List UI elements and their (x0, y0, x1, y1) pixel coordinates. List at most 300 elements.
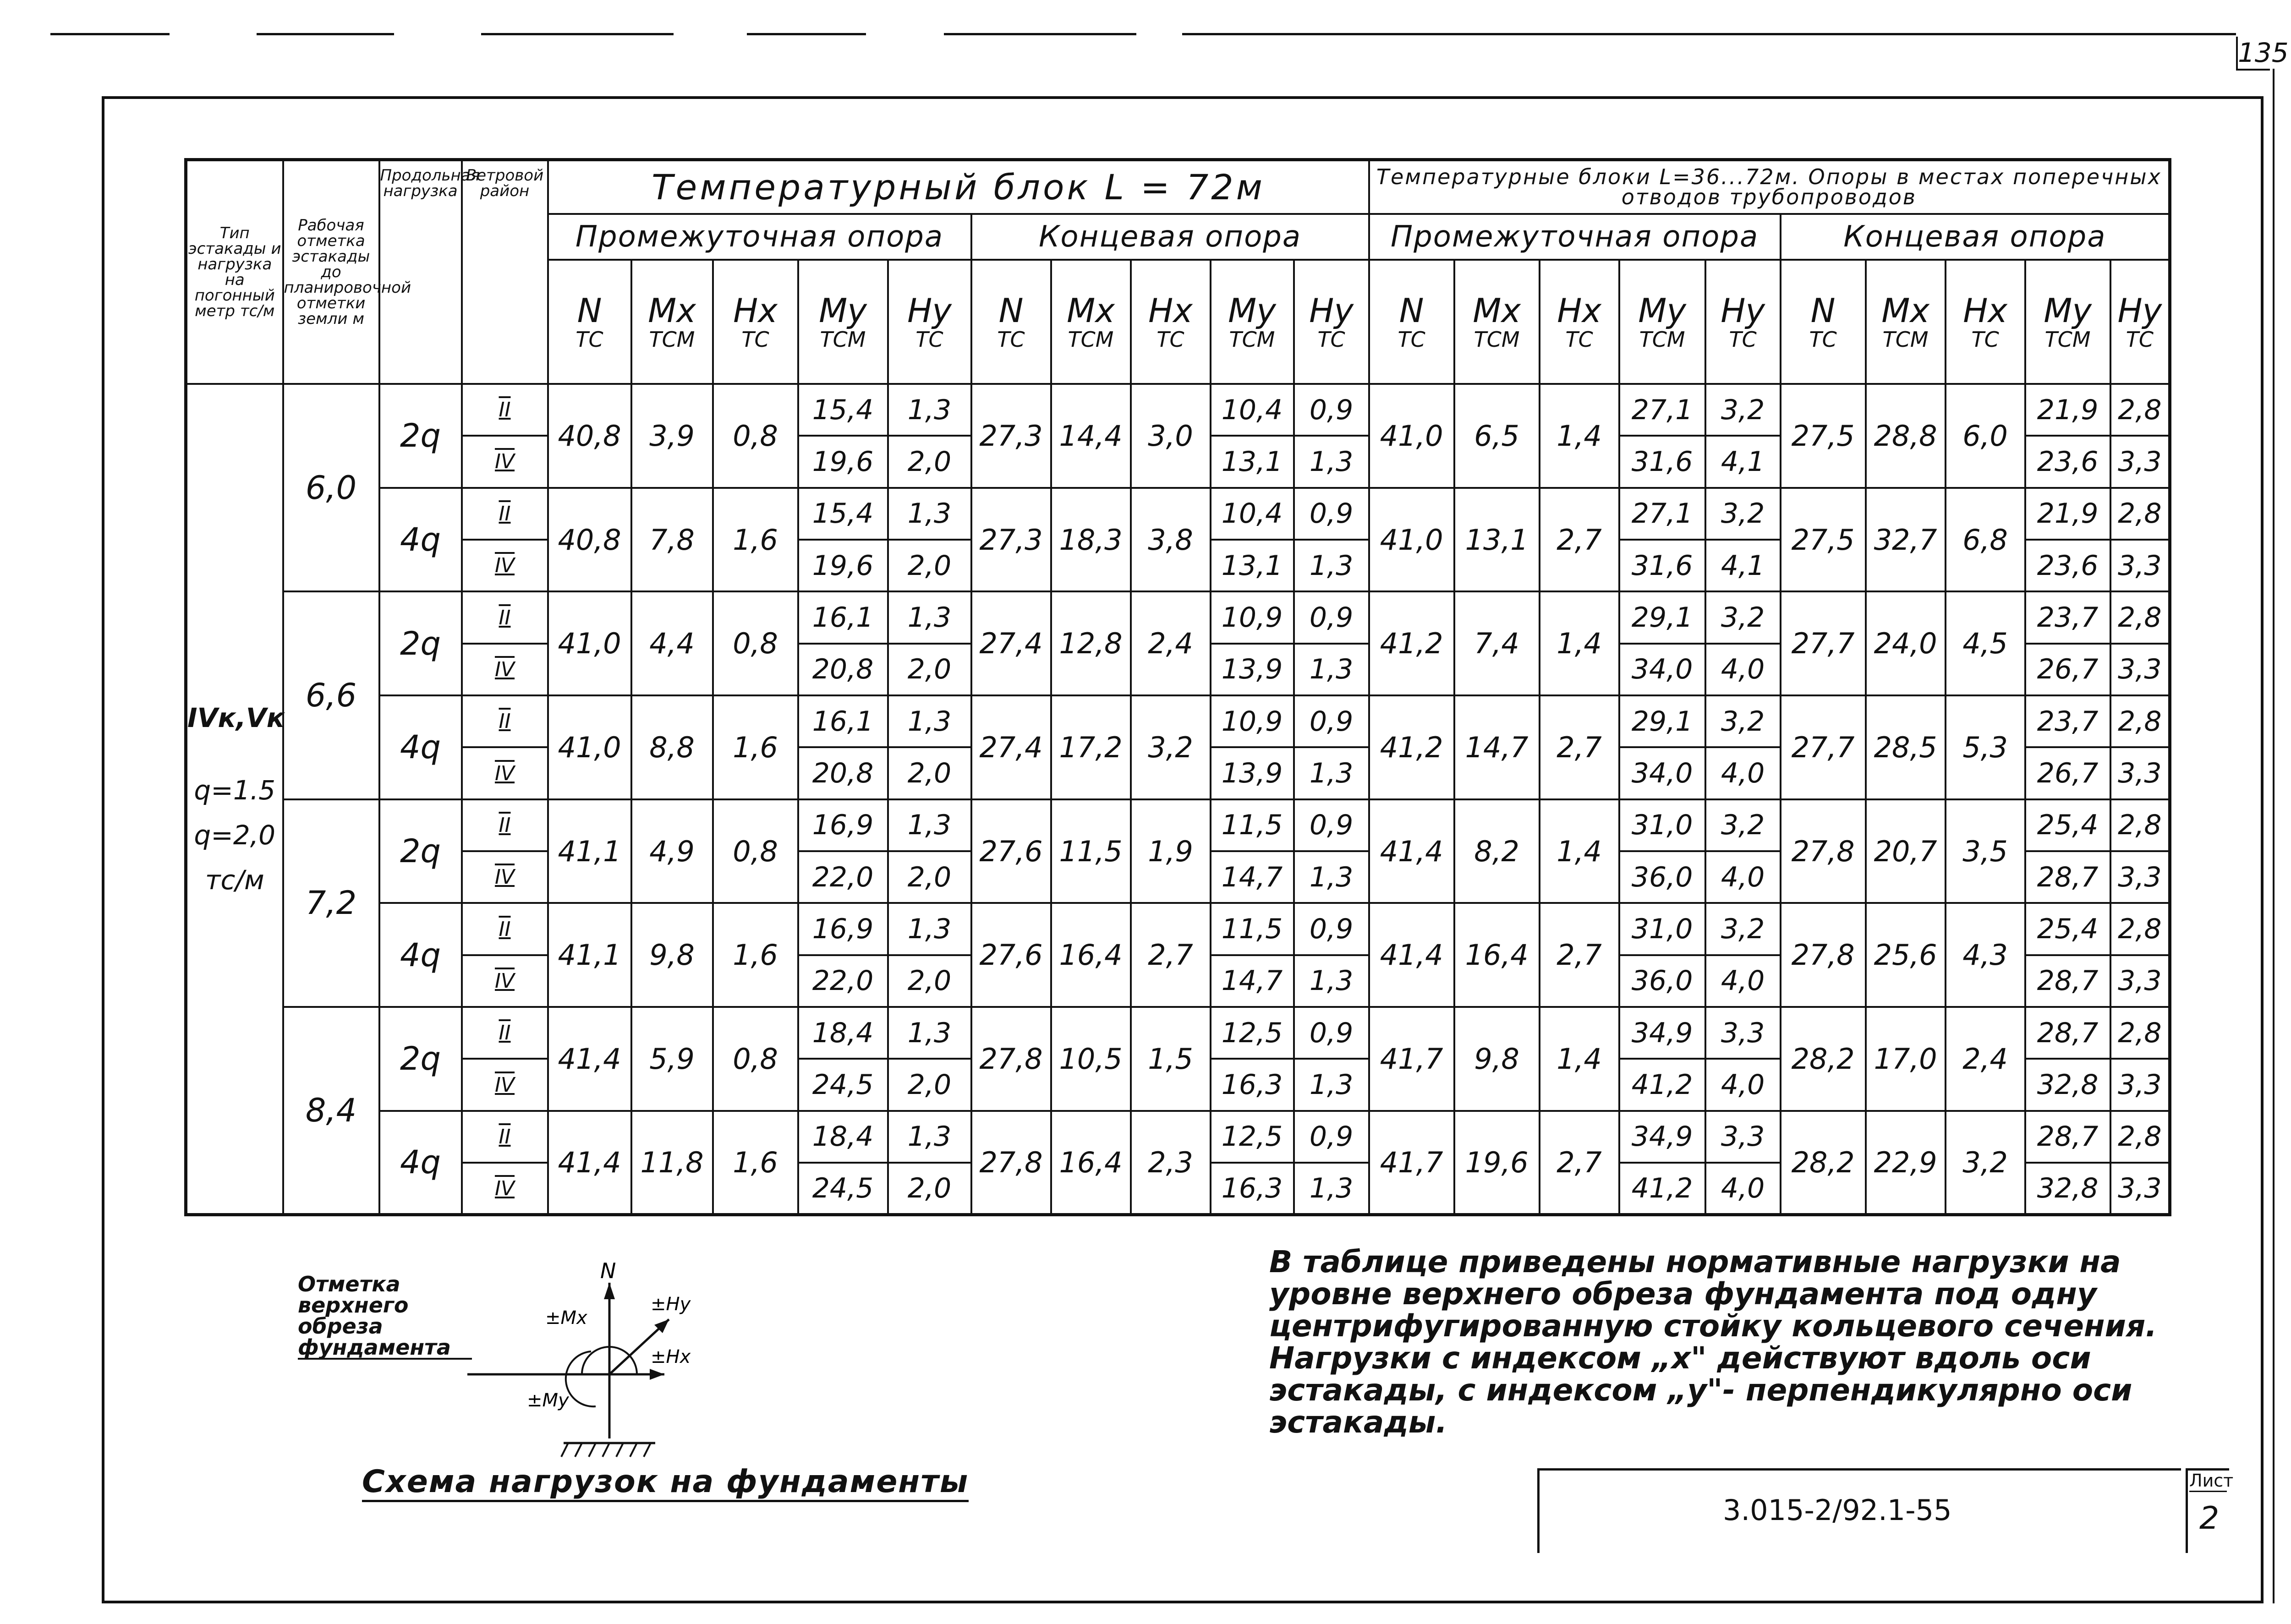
height-cell: 6,0 (283, 384, 379, 591)
value-cell: 3,3 (2110, 540, 2170, 591)
value-cell: 14,7 (1211, 955, 1294, 1007)
value-cell: 27,6 (971, 903, 1051, 1007)
value-cell: 40,8 (548, 488, 631, 592)
symbol-label: Hy (1721, 291, 1765, 330)
unit-label: ТСМ (649, 327, 695, 352)
value-cell: 41,7 (1369, 1111, 1454, 1215)
value-cell: 1,6 (713, 1111, 798, 1215)
value-cell: 1,3 (888, 384, 971, 436)
value-cell: 12,8 (1051, 591, 1131, 695)
table-row (186, 1111, 2170, 1163)
value-cell: 8,2 (1454, 799, 1540, 903)
frame-edge (2273, 69, 2275, 1603)
wind-region: IV (462, 851, 548, 903)
symbol-label: N (1399, 291, 1424, 330)
value-cell: 3,2 (1705, 384, 1781, 436)
unit-label: ТС (1317, 327, 1345, 352)
symbol-header (1866, 260, 1946, 384)
unit-label: ТСМ (1068, 327, 1114, 352)
symbol-header (1705, 260, 1781, 384)
value-cell: 2,8 (2110, 799, 2170, 851)
q-value-2: q=2,0 (194, 819, 276, 851)
value-cell: 36,0 (1619, 955, 1705, 1007)
value-cell: 16,1 (798, 591, 888, 643)
value-cell: 1,3 (1294, 955, 1369, 1007)
value-cell: 26,7 (2025, 644, 2110, 695)
load-cell: 2q (379, 591, 462, 695)
value-cell: 12,5 (1211, 1007, 1294, 1059)
value-cell: 13,1 (1211, 436, 1294, 487)
wind-region: II (462, 384, 548, 436)
unit-label: ТСМ (1882, 327, 1929, 352)
value-cell: 7,4 (1454, 591, 1540, 695)
value-cell: 41,4 (1369, 799, 1454, 903)
value-cell: 11,8 (631, 1111, 713, 1215)
value-cell: 3,3 (2110, 747, 2170, 799)
value-cell: 2,7 (1540, 488, 1619, 592)
symbol-header (713, 260, 798, 384)
unit-label: ТС (741, 327, 769, 352)
value-cell: 22,0 (798, 851, 888, 903)
value-cell: 2,4 (1131, 591, 1211, 695)
value-cell: 20,8 (798, 644, 888, 695)
value-cell: 4,5 (1946, 591, 2025, 695)
load-cell: 2q (379, 384, 462, 488)
top-rule (747, 33, 866, 35)
value-cell: 3,3 (2110, 436, 2170, 487)
value-cell: 41,1 (548, 799, 631, 903)
force-my-label: ±My (527, 1390, 569, 1411)
force-hy-label: ±Hy (651, 1294, 691, 1315)
value-cell: 4,0 (1705, 955, 1781, 1007)
value-cell: 3,3 (2110, 644, 2170, 695)
value-cell: 21,9 (2025, 488, 2110, 540)
value-cell: 24,5 (798, 1059, 888, 1110)
value-cell: 28,7 (2025, 851, 2110, 903)
value-cell: 31,6 (1619, 540, 1705, 591)
height-cell: 6,6 (283, 591, 379, 799)
q-unit: тс/м (205, 864, 264, 896)
value-cell: 40,8 (548, 384, 631, 488)
table-note: В таблице приведены нормативные нагрузки на уровне верхнего обреза фундамента под одну центрифугированную стойку кольцевого сечения. Нагрузки с индексом „x" действуют вдоль оси эстакады, с индексом „y"- перпендикулярно оси эстакады. (1269, 1244, 2157, 1440)
symbol-header (2110, 260, 2170, 384)
value-cell: 10,4 (1211, 384, 1294, 436)
value-cell: 3,3 (2110, 1163, 2170, 1214)
unit-label: ТС (1156, 327, 1184, 352)
value-cell: 18,4 (798, 1007, 888, 1059)
scheme-title: Схема нагрузок на фундаменты (362, 1464, 969, 1502)
symbol-label: Mx (1473, 291, 1521, 330)
value-cell: 27,8 (1781, 903, 1866, 1007)
top-rule (50, 33, 170, 35)
value-cell: 5,3 (1946, 695, 2025, 799)
symbol-label: Mx (648, 291, 696, 330)
top-rule (1182, 33, 2236, 35)
value-cell: 24,0 (1866, 591, 1946, 695)
value-cell: 27,4 (971, 695, 1051, 799)
table-row (186, 695, 2170, 747)
value-cell: 11,5 (1211, 799, 1294, 851)
symbol-label: Hy (1309, 291, 1354, 330)
value-cell: 16,3 (1211, 1163, 1294, 1214)
value-cell: 2,7 (1540, 695, 1619, 799)
value-cell: 41,4 (1369, 903, 1454, 1007)
table-row (186, 1007, 2170, 1059)
value-cell: 15,4 (798, 488, 888, 540)
value-cell: 1,4 (1540, 384, 1619, 488)
unit-label: ТСМ (820, 327, 866, 352)
value-cell: 32,8 (2025, 1059, 2110, 1110)
value-cell: 10,9 (1211, 591, 1294, 643)
unit-label: ТС (997, 327, 1025, 352)
value-cell: 3,2 (1946, 1111, 2025, 1215)
value-cell: 23,6 (2025, 436, 2110, 487)
table-row (186, 488, 2170, 540)
value-cell: 1,3 (1294, 540, 1369, 591)
value-cell: 16,4 (1051, 1111, 1131, 1215)
value-cell: 41,0 (1369, 488, 1454, 592)
value-cell: 41,4 (548, 1007, 631, 1111)
value-cell: 1,3 (1294, 851, 1369, 903)
value-cell: 41,0 (548, 591, 631, 695)
col-header-wind: Ветровой район (462, 160, 548, 384)
value-cell: 1,3 (888, 591, 971, 643)
value-cell: 27,8 (971, 1007, 1051, 1111)
value-cell: 9,8 (1454, 1007, 1540, 1111)
value-cell: 20,8 (798, 747, 888, 799)
unit-label: ТС (1809, 327, 1837, 352)
symbol-header (798, 260, 888, 384)
value-cell: 36,0 (1619, 851, 1705, 903)
value-cell: 18,4 (798, 1111, 888, 1163)
value-cell: 4,0 (1705, 1059, 1781, 1110)
value-cell: 11,5 (1211, 903, 1294, 955)
load-cell: 2q (379, 799, 462, 903)
value-cell: 27,7 (1781, 695, 1866, 799)
value-cell: 3,3 (2110, 955, 2170, 1007)
load-cell: 2q (379, 1007, 462, 1111)
wind-region: IV (462, 644, 548, 695)
symbol-header (1294, 260, 1369, 384)
symbol-header (631, 260, 713, 384)
value-cell: 2,8 (2110, 591, 2170, 643)
value-cell: 0,9 (1294, 903, 1369, 955)
load-cell: 4q (379, 1111, 462, 1215)
value-cell: 34,9 (1619, 1111, 1705, 1163)
wind-region: IV (462, 1163, 548, 1214)
value-cell: 0,9 (1294, 488, 1369, 540)
value-cell: 41,1 (548, 903, 631, 1007)
intermediate-header: Промежуточная опора (1369, 214, 1781, 260)
value-cell: 11,5 (1051, 799, 1131, 903)
wind-region: IV (462, 436, 548, 487)
value-cell: 27,6 (971, 799, 1051, 903)
height-cell: 7,2 (283, 799, 379, 1007)
top-rule (481, 33, 674, 35)
value-cell: 28,2 (1781, 1007, 1866, 1111)
value-cell: 2,0 (888, 747, 971, 799)
value-cell: 1,3 (1294, 1059, 1369, 1110)
symbol-header (548, 260, 631, 384)
value-cell: 0,8 (713, 1007, 798, 1111)
table-row (186, 384, 2170, 436)
value-cell: 29,1 (1619, 695, 1705, 747)
sheet-label: Лист (2189, 1471, 2227, 1492)
value-cell: 3,3 (2110, 1059, 2170, 1110)
block-72-header: Температурный блок L = 72м (548, 160, 1369, 214)
value-cell: 2,0 (888, 1163, 971, 1214)
force-scheme-diagram (458, 1255, 715, 1466)
symbol-header (1946, 260, 2025, 384)
wind-region: II (462, 591, 548, 643)
symbol-label: My (819, 291, 867, 330)
value-cell: 27,3 (971, 488, 1051, 592)
wind-region: IV (462, 540, 548, 591)
value-cell: 2,7 (1540, 1111, 1619, 1215)
value-cell: 17,2 (1051, 695, 1131, 799)
value-cell: 14,4 (1051, 384, 1131, 488)
value-cell: 41,2 (1619, 1059, 1705, 1110)
value-cell: 13,1 (1454, 488, 1540, 592)
symbol-header (1540, 260, 1619, 384)
wind-region: II (462, 488, 548, 540)
value-cell: 41,2 (1619, 1163, 1705, 1214)
symbol-header (1454, 260, 1540, 384)
value-cell: 31,0 (1619, 799, 1705, 851)
value-cell: 12,5 (1211, 1111, 1294, 1163)
value-cell: 10,5 (1051, 1007, 1131, 1111)
value-cell: 27,8 (971, 1111, 1051, 1215)
value-cell: 1,3 (1294, 436, 1369, 487)
document-code: 3.015-2/92.1-55 (1723, 1493, 1952, 1527)
load-cell: 4q (379, 695, 462, 799)
value-cell: 8,8 (631, 695, 713, 799)
value-cell: 0,9 (1294, 1007, 1369, 1059)
value-cell: 4,1 (1705, 436, 1781, 487)
symbol-header (1131, 260, 1211, 384)
symbol-label: Hx (1148, 291, 1193, 330)
value-cell: 1,3 (888, 903, 971, 955)
value-cell: 1,3 (1294, 1163, 1369, 1214)
value-cell: 28,2 (1781, 1111, 1866, 1215)
unit-label: ТС (575, 327, 603, 352)
symbol-header (971, 260, 1051, 384)
value-cell: 0,9 (1294, 695, 1369, 747)
value-cell: 17,0 (1866, 1007, 1946, 1111)
value-cell: 2,4 (1946, 1007, 2025, 1111)
symbol-label: N (998, 291, 1024, 330)
height-cell: 8,4 (283, 1007, 379, 1214)
value-cell: 1,3 (888, 1111, 971, 1163)
value-cell: 1,3 (1294, 747, 1369, 799)
value-cell: 0,8 (713, 591, 798, 695)
value-cell: 7,8 (631, 488, 713, 592)
unit-label: ТС (915, 327, 943, 352)
value-cell: 3,2 (1705, 903, 1781, 955)
value-cell: 1,6 (713, 488, 798, 592)
value-cell: 24,5 (798, 1163, 888, 1214)
value-cell: 23,6 (2025, 540, 2110, 591)
type-label: IVк,Vк (187, 702, 285, 733)
value-cell: 31,0 (1619, 903, 1705, 955)
wind-region: II (462, 903, 548, 955)
col-header-load: Продольная нагрузка (379, 160, 462, 384)
value-cell: 25,4 (2025, 903, 2110, 955)
value-cell: 2,7 (1131, 903, 1211, 1007)
top-rule (257, 33, 394, 35)
wind-region: IV (462, 747, 548, 799)
unit-label: ТС (1565, 327, 1593, 352)
table-row (186, 903, 2170, 955)
wind-region: IV (462, 955, 548, 1007)
value-cell: 28,7 (2025, 1111, 2110, 1163)
value-cell: 41,0 (1369, 384, 1454, 488)
value-cell: 1,6 (713, 903, 798, 1007)
value-cell: 2,8 (2110, 488, 2170, 540)
value-cell: 3,2 (1705, 799, 1781, 851)
value-cell: 15,4 (798, 384, 888, 436)
value-cell: 4,0 (1705, 851, 1781, 903)
load-cell: 4q (379, 903, 462, 1007)
wind-region: II (462, 1007, 548, 1059)
force-mx-label: ±Mx (545, 1307, 587, 1329)
unit-label: ТС (1971, 327, 1999, 352)
value-cell: 14,7 (1211, 851, 1294, 903)
value-cell: 0,8 (713, 799, 798, 903)
unit-label: ТС (2126, 327, 2154, 352)
wind-region: II (462, 695, 548, 747)
symbol-label: N (1810, 291, 1836, 330)
block-36-header: Температурные блоки L=36...72м. Опоры в местах поперечных отводов трубопроводов (1369, 160, 2170, 214)
value-cell: 2,0 (888, 436, 971, 487)
symbol-header (888, 260, 971, 384)
value-cell: 31,6 (1619, 436, 1705, 487)
value-cell: 3,3 (2110, 851, 2170, 903)
symbol-label: Hy (907, 291, 952, 330)
value-cell: 41,4 (548, 1111, 631, 1215)
symbol-label: Mx (1067, 291, 1115, 330)
value-cell: 34,0 (1619, 747, 1705, 799)
value-cell: 2,0 (888, 851, 971, 903)
unit-label: ТС (1398, 327, 1425, 352)
value-cell: 16,4 (1454, 903, 1540, 1007)
value-cell: 14,7 (1454, 695, 1540, 799)
value-cell: 28,5 (1866, 695, 1946, 799)
value-cell: 20,7 (1866, 799, 1946, 903)
value-cell: 2,0 (888, 955, 971, 1007)
value-cell: 22,0 (798, 955, 888, 1007)
symbol-label: Hx (733, 291, 778, 330)
top-rule (944, 33, 1136, 35)
symbol-label: Hx (1963, 291, 2007, 330)
symbol-label: Hy (2117, 291, 2162, 330)
type-cell (186, 384, 283, 1215)
symbol-header (1619, 260, 1705, 384)
value-cell: 2,8 (2110, 695, 2170, 747)
value-cell: 5,9 (631, 1007, 713, 1111)
value-cell: 29,1 (1619, 591, 1705, 643)
value-cell: 0,8 (713, 384, 798, 488)
end-header: Концевая опора (1781, 214, 2170, 260)
symbol-header (1211, 260, 1294, 384)
symbol-label: Hx (1557, 291, 1601, 330)
unit-label: ТСМ (1474, 327, 1520, 352)
value-cell: 1,5 (1131, 1007, 1211, 1111)
col-header-height: Рабочая отметка эстакады до планировочной отметки земли м (283, 160, 379, 384)
value-cell: 21,9 (2025, 384, 2110, 436)
value-cell: 27,1 (1619, 488, 1705, 540)
value-cell: 0,9 (1294, 384, 1369, 436)
value-cell: 0,9 (1294, 591, 1369, 643)
value-cell: 4,0 (1705, 1163, 1781, 1214)
value-cell: 4,4 (631, 591, 713, 695)
value-cell: 3,5 (1946, 799, 2025, 903)
value-cell: 25,6 (1866, 903, 1946, 1007)
value-cell: 32,7 (1866, 488, 1946, 592)
sheet-number: 2 (2199, 1500, 2220, 1537)
value-cell: 27,1 (1619, 384, 1705, 436)
value-cell: 27,7 (1781, 591, 1866, 695)
value-cell: 34,0 (1619, 644, 1705, 695)
force-hx-label: ±Hx (651, 1346, 691, 1367)
value-cell: 27,5 (1781, 488, 1866, 592)
value-cell: 23,7 (2025, 591, 2110, 643)
value-cell: 2,0 (888, 644, 971, 695)
value-cell: 1,6 (713, 695, 798, 799)
value-cell: 13,9 (1211, 644, 1294, 695)
unit-label: ТСМ (1639, 327, 1685, 352)
unit-label: ТСМ (2044, 327, 2091, 352)
value-cell: 32,8 (2025, 1163, 2110, 1214)
value-cell: 2,8 (2110, 1111, 2170, 1163)
value-cell: 4,0 (1705, 644, 1781, 695)
intermediate-header: Промежуточная опора (548, 214, 971, 260)
symbol-label: My (1638, 291, 1686, 330)
value-cell: 27,4 (971, 591, 1051, 695)
value-cell: 16,4 (1051, 903, 1131, 1007)
value-cell: 16,1 (798, 695, 888, 747)
value-cell: 3,3 (1705, 1007, 1781, 1059)
unit-label: ТСМ (1229, 327, 1275, 352)
value-cell: 6,8 (1946, 488, 2025, 592)
value-cell: 25,4 (2025, 799, 2110, 851)
value-cell: 2,0 (888, 1059, 971, 1110)
value-cell: 3,0 (1131, 384, 1211, 488)
value-cell: 1,4 (1540, 799, 1619, 903)
value-cell: 0,9 (1294, 1111, 1369, 1163)
value-cell: 13,1 (1211, 540, 1294, 591)
value-cell: 1,4 (1540, 591, 1619, 695)
value-cell: 2,8 (2110, 384, 2170, 436)
value-cell: 16,9 (798, 903, 888, 955)
value-cell: 3,2 (1705, 695, 1781, 747)
value-cell: 2,7 (1540, 903, 1619, 1007)
wind-region: II (462, 1111, 548, 1163)
value-cell: 26,7 (2025, 747, 2110, 799)
value-cell: 0,9 (1294, 799, 1369, 851)
value-cell: 3,2 (1131, 695, 1211, 799)
symbol-header (1051, 260, 1131, 384)
load-cell: 4q (379, 488, 462, 592)
force-n-label: N (600, 1258, 616, 1283)
value-cell: 18,3 (1051, 488, 1131, 592)
value-cell: 4,9 (631, 799, 713, 903)
page-number: 135 (2236, 37, 2270, 71)
value-cell: 1,3 (1294, 644, 1369, 695)
value-cell: 27,5 (1781, 384, 1866, 488)
value-cell: 2,8 (2110, 1007, 2170, 1059)
value-cell: 1,3 (888, 488, 971, 540)
